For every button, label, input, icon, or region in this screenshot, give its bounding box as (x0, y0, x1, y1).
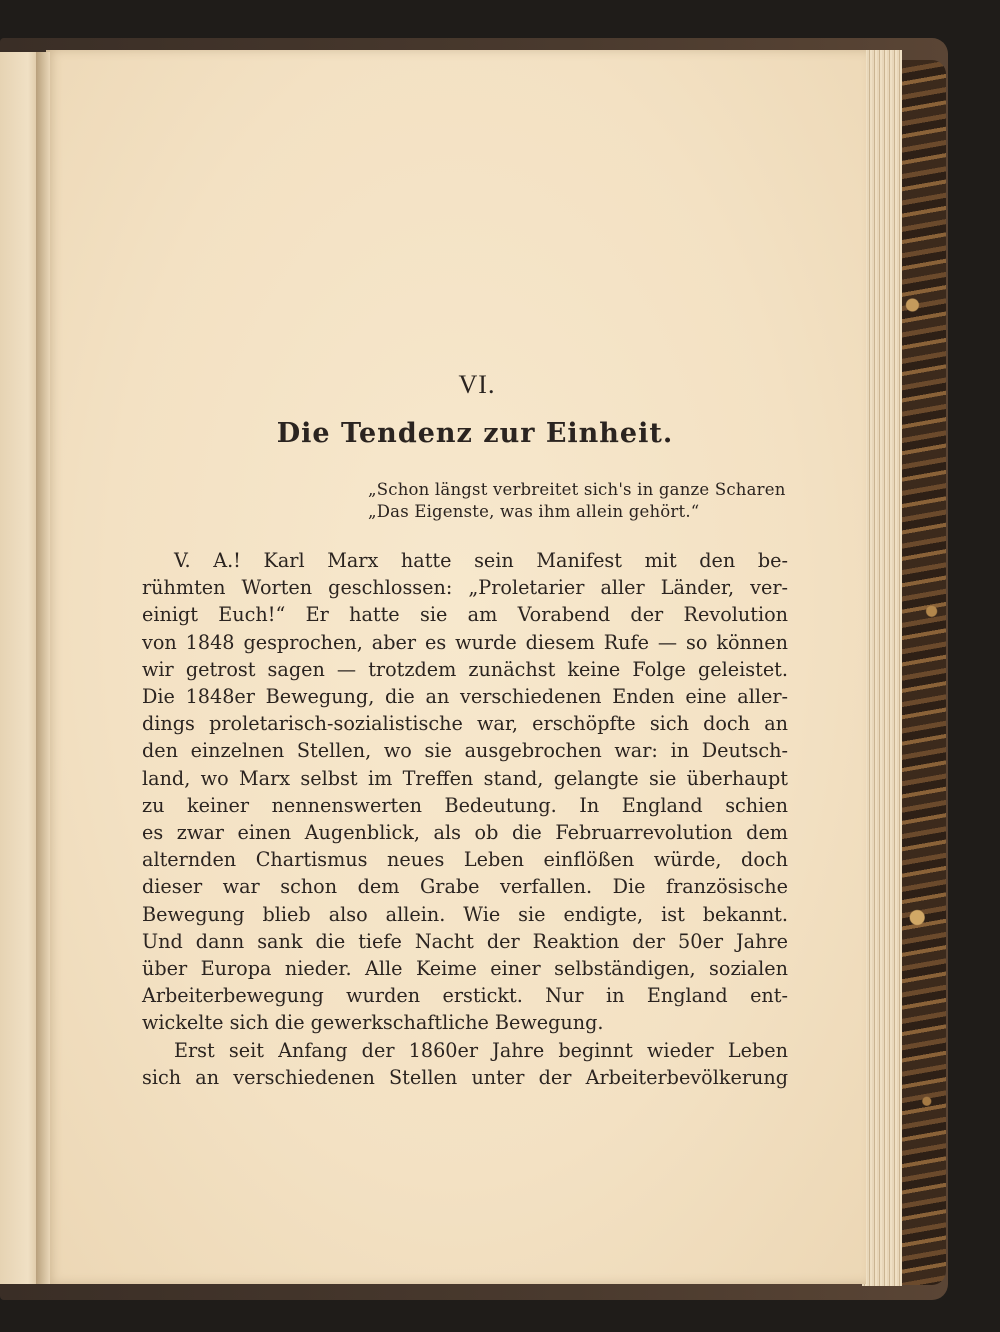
text-line: wir getrost sagen — trotzdem zunächst keine Folge geleistet. (142, 657, 788, 681)
text-line: zu keiner nennenswerten Bedeutung. In England schien (142, 793, 788, 817)
book-page (46, 50, 866, 1284)
chapter-number: VI. (458, 370, 496, 399)
text-line: Arbeiterbewegung wurden erstickt. Nur in England ent- (142, 984, 788, 1008)
paragraph (142, 547, 788, 1037)
book-gutter (36, 52, 50, 1284)
text-line: V. A.! Karl Marx hatte sein Manifest mit den be- (174, 549, 788, 572)
text-line: Erst seit Anfang der 1860er Jahre beginnt wieder Leben (174, 1038, 788, 1062)
epigraph-line: „Schon längst verbreitet sich's in ganze Scharen (368, 480, 786, 499)
text-line: alternden Chartismus neues Leben einflößen würde, doch (142, 848, 788, 872)
text-line: sich an verschiedenen Stellen unter der Arbeiterbevölkerung (142, 1065, 788, 1089)
text-line: dieser war schon dem Grabe verfallen. Die französische (142, 875, 788, 899)
epigraph (368, 479, 788, 523)
previous-page (0, 52, 40, 1284)
chapter-title: Die Tendenz zur Einheit. (276, 418, 674, 449)
text-line: Und dann sank die tiefe Nacht der Reaktion der 50er Jahre (142, 929, 788, 953)
text-line: einigt Euch!“ Er hatte sie am Vorabend der Revolution (142, 603, 788, 627)
text-line: land, wo Marx selbst im Treffen stand, gelangte sie überhaupt (142, 766, 788, 790)
text-line: von 1848 gesprochen, aber es wurde diesem Rufe — so können (142, 630, 788, 654)
text-line: Bewegung blieb also allein. Wie sie endigte, ist bekannt. (142, 902, 788, 926)
epigraph-line: „Das Eigenste, was ihm allein gehört.“ (368, 502, 700, 521)
text-line: den einzelnen Stellen, wo sie ausgebrochen war: in Deutsch- (142, 739, 788, 763)
text-line: rühmten Worten geschlossen: „Proletarier aller Länder, ver- (142, 576, 788, 600)
body-text (142, 547, 788, 1091)
text-line: wickelte sich die gewerkschaftliche Bewegung. (142, 1011, 604, 1035)
text-line: über Europa nieder. Alle Keime einer selbständigen, sozialen (142, 957, 788, 981)
paragraph (142, 1037, 788, 1091)
marbled-edge (898, 60, 946, 1285)
text-line: dings proletarisch-sozialistische war, erschöpfte sich doch an (142, 712, 788, 736)
page-text (142, 370, 788, 1091)
text-line: Die 1848er Bewegung, die an verschiedenen Enden eine aller- (142, 685, 788, 709)
text-line: es zwar einen Augenblick, als ob die Februarrevolution dem (142, 821, 788, 845)
page-block-edge (862, 50, 902, 1286)
